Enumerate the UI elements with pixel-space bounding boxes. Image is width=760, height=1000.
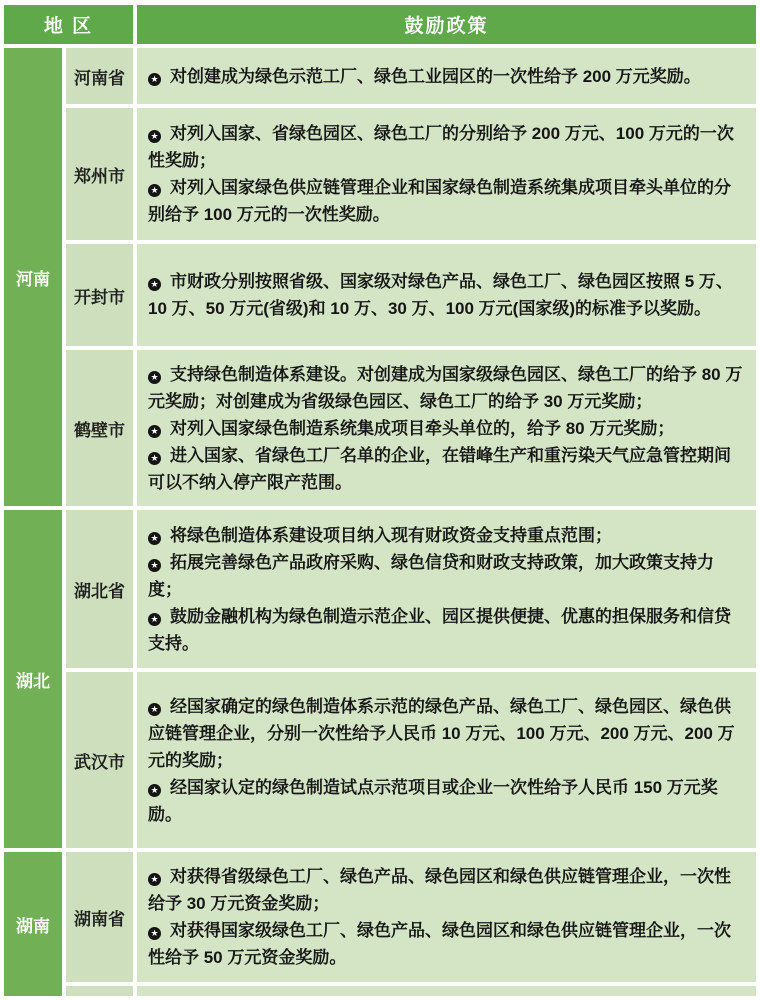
policy-item	[148, 415, 746, 442]
header-policy-cell	[137, 5, 756, 44]
city-label: 河南省	[74, 68, 125, 88]
policy-item	[148, 522, 746, 549]
city-label: 武汉市	[74, 752, 125, 772]
region-label: 湖南	[16, 916, 50, 936]
star-in-circle-icon: ★	[148, 613, 161, 626]
policy-cell	[137, 48, 756, 104]
policy-cell	[137, 350, 756, 506]
region-cell-hunan	[4, 852, 62, 996]
star-in-circle-icon: ★	[148, 73, 161, 86]
city-label: 鹤壁市	[74, 420, 125, 440]
star-in-circle-icon: ★	[148, 873, 161, 886]
star-in-circle-icon: ★	[148, 703, 161, 716]
star-in-circle-icon: ★	[148, 371, 161, 384]
policy-text: 对列入国家绿色供应链管理企业和国家绿色制造系统集成项目牵头单位的分别给予 100 万元的一次性奖励。	[148, 178, 731, 224]
city-label: 湖南省	[74, 909, 125, 929]
star-in-circle-icon: ★	[148, 559, 161, 572]
star-in-circle-icon: ★	[148, 184, 161, 197]
city-label: 湖北省	[74, 581, 125, 601]
city-label: 郑州市	[74, 166, 125, 186]
policy-text: 进入国家、省绿色工厂名单的企业，在错峰生产和重污染天气应急管控期间可以不纳入停产限产范围。	[148, 445, 731, 492]
header-region-label: 地 区	[43, 16, 94, 37]
star-in-circle-icon: ★	[148, 278, 161, 291]
policy-text: 鼓励金融机构为绿色制造示范企业、园区提供便捷、优惠的担保服务和信贷支持。	[148, 606, 731, 653]
policy-item	[148, 917, 746, 971]
city-cell-hubeisheng	[66, 510, 133, 668]
city-cell-hunansheng	[66, 852, 133, 982]
policy-text: 将绿色制造体系建设项目纳入现有财政资金支持重点范围；	[170, 525, 612, 545]
policy-item	[148, 774, 746, 828]
star-in-circle-icon: ★	[148, 425, 161, 438]
policy-item	[148, 63, 746, 90]
city-cell-zhengzhou	[66, 108, 133, 240]
city-cell-hebi	[66, 350, 133, 506]
city-label: 开封市	[74, 287, 125, 307]
policy-item	[148, 120, 746, 174]
policy-item	[148, 603, 746, 657]
policy-cell	[137, 244, 756, 346]
policy-text: 对获得省级绿色工厂、绿色产品、绿色园区和绿色供应链管理企业，一次性给予 30 万元资金奖励；	[148, 867, 731, 913]
policy-text: 经国家确定的绿色制造体系示范的绿色产品、绿色工厂、绿色园区、绿色供应链管理企业，分别一次性给予人民币 10 万元、100 万元、200 万元、200 万元的奖励；	[148, 696, 735, 770]
policy-text: 市财政分别按照省级、国家级对绿色产品、绿色工厂、绿色园区按照 5 万、10 万、50 万元(省级)和 10 万、30 万、100 万元(国家级)的标准予以奖励。	[148, 272, 733, 318]
star-in-circle-icon: ★	[148, 532, 161, 545]
policy-cell	[137, 510, 756, 668]
star-in-circle-icon: ★	[148, 452, 161, 465]
header-policy-label: 鼓励政策	[404, 16, 489, 37]
policy-text: 对创建成为绿色示范工厂、绿色工业园区的一次性给予 200 万元奖励。	[170, 66, 701, 86]
policy-item	[148, 863, 746, 917]
policy-text: 对获得国家级绿色工厂、绿色产品、绿色园区和绿色供应链管理企业，一次性给予 50 万元资金奖励。	[148, 921, 731, 967]
city-cell-kaifeng	[66, 244, 133, 346]
policy-cell	[137, 672, 756, 848]
policy-table	[4, 5, 756, 996]
region-label: 河南	[16, 269, 50, 289]
policy-item	[148, 361, 746, 415]
policy-text: 经国家认定的绿色制造试点示范项目或企业一次性给予人民币 150 万元奖励。	[148, 777, 718, 824]
policy-item	[148, 693, 746, 774]
policy-item	[148, 268, 746, 322]
region-cell-hubei	[4, 510, 62, 848]
policy-text: 对列入国家、省绿色园区、绿色工厂的分别给予 200 万元、100 万元的一次性奖励；	[148, 124, 734, 170]
policy-text: 支持绿色制造体系建设。对创建成为国家级绿色园区、绿色工厂的给予 80 万元奖励；对创建成为省级绿色园区、绿色工厂的给予 30 万元奖励；	[148, 364, 743, 411]
policy-text: 拓展完善绿色产品政府采购、绿色信贷和财政支持政策，加大政策支持力度；	[148, 552, 714, 599]
policy-cell	[137, 108, 756, 240]
policy-item	[148, 442, 746, 496]
star-in-circle-icon: ★	[148, 784, 161, 797]
policy-item	[148, 174, 746, 228]
region-cell-henan	[4, 48, 62, 506]
city-cell-wuhan	[66, 672, 133, 848]
star-in-circle-icon: ★	[148, 130, 161, 143]
policy-item	[148, 549, 746, 603]
header-region-cell	[4, 5, 133, 44]
city-cell-henansheng	[66, 48, 133, 104]
policy-cell	[137, 852, 756, 982]
region-label: 湖北	[16, 671, 50, 691]
star-in-circle-icon: ★	[148, 927, 161, 940]
policy-text: 对列入国家绿色制造系统集成项目牵头单位的，给予 80 万元奖励；	[170, 418, 675, 438]
